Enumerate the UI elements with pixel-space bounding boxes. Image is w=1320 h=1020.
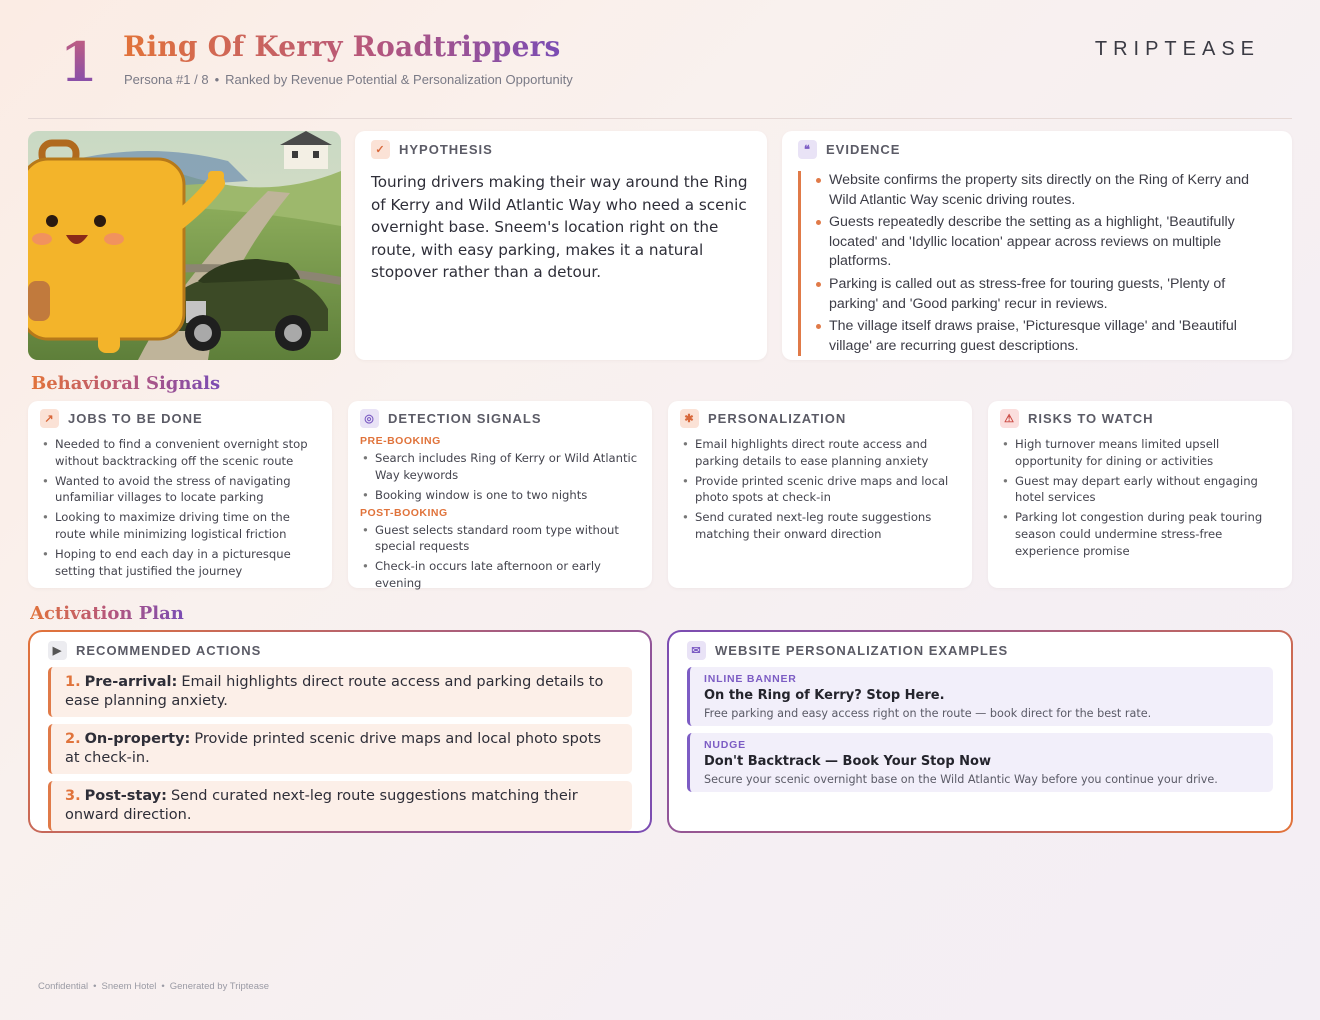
action-item (48, 667, 632, 717)
website-personalization-card (667, 630, 1293, 833)
recommended-actions-card (28, 630, 652, 833)
action-number: 2. (65, 731, 81, 747)
jobs-to-be-done-card (28, 401, 332, 588)
risk-item: • High turnover means limited upsell opportunity for dining or activities (1000, 436, 1280, 469)
behavioral-signals-title: Behavioral Signals (31, 373, 221, 394)
example-tag: INLINE BANNER (704, 673, 797, 685)
actions-header (48, 641, 632, 660)
persona-illustration (28, 131, 341, 360)
example-body: Free parking and easy access right on the route — book direct for the best rate. (704, 707, 1152, 720)
evidence-item: Parking is called out as stress-free for touring guests, 'Plenty of parking' and 'Good parking' recur in reviews. (815, 275, 1276, 314)
website-example (687, 667, 1273, 726)
jobs-item: • Wanted to avoid the stress of navigating unfamiliar villages to locate parking (40, 473, 320, 506)
pre-booking-item: • Search includes Ring of Kerry or Wild Atlantic Way keywords (360, 450, 640, 483)
separator-dot: • (214, 72, 220, 87)
action-text: Send curated next-leg route suggestions matching their onward direction. (65, 788, 578, 823)
website-heading: WEBSITE PERSONALIZATION EXAMPLES (715, 643, 1009, 658)
personalization-header (680, 409, 960, 428)
evidence-card (782, 131, 1292, 360)
action-number: 1. (65, 674, 81, 690)
evidence-item: Website confirms the property sits directly on the Ring of Kerry and Wild Atlantic Way scenic driving routes. (815, 171, 1276, 210)
warning-icon: ⚠ (1000, 409, 1019, 428)
risk-item: • Guest may depart early without engaging hotel services (1000, 473, 1280, 506)
detection-heading: DETECTION SIGNALS (388, 411, 542, 426)
risks-heading: RISKS TO WATCH (1028, 411, 1154, 426)
action-number: 3. (65, 788, 81, 804)
footer-hotel: Sneem Hotel (101, 981, 157, 992)
jobs-header (40, 409, 320, 428)
quote-icon: ❝ (798, 140, 817, 159)
jobs-item: • Hoping to end each day in a picturesque setting that justified the journey (40, 546, 320, 579)
website-example (687, 733, 1273, 792)
footer-generated: Generated by Triptease (169, 981, 270, 992)
action-label: Pre-arrival: (84, 674, 178, 690)
personalization-card (668, 401, 972, 588)
example-body: Secure your scenic overnight base on the Wild Atlantic Way before you continue your drive. (704, 773, 1218, 786)
separator-dot: • (161, 981, 165, 992)
header-divider (28, 118, 1292, 119)
post-booking-item: • Check-in occurs late afternoon or early evening (360, 558, 640, 591)
actions-heading: RECOMMENDED ACTIONS (76, 643, 262, 658)
detection-signals-card (348, 401, 652, 591)
pre-booking-item: • Booking window is one to two nights (360, 487, 640, 504)
play-icon: ▶ (48, 641, 67, 660)
persona-index: Persona #1 / 8 (124, 72, 209, 87)
page-title: Ring Of Kerry Roadtrippers (123, 30, 561, 63)
persona-number: 1 (60, 30, 98, 94)
hypothesis-heading: HYPOTHESIS (399, 142, 493, 157)
post-booking-item: • Guest selects standard room type without special requests (360, 522, 640, 555)
jobs-item: • Needed to find a convenient overnight stop without backtracking off the scenic route (40, 436, 320, 469)
evidence-item: The village itself draws praise, 'Picturesque village' and 'Beautiful village' are recurring guest descriptions. (815, 317, 1276, 356)
hypothesis-text: Touring drivers making their way around the Ring of Kerry and Wild Atlantic Way who need a scenic overnight base. Sneem's location right on the route, with easy parking, makes it a natural stopover rather than a detour. (371, 173, 748, 282)
risk-item: • Parking lot congestion during peak touring season could undermine stress-free experience promise (1000, 509, 1280, 559)
evidence-heading: EVIDENCE (826, 142, 901, 157)
personalization-item: • Email highlights direct route access and parking details to ease planning anxiety (680, 436, 960, 469)
jobs-heading: JOBS TO BE DONE (68, 411, 203, 426)
personalization-item: • Send curated next-leg route suggestions matching their onward direction (680, 509, 960, 542)
risks-card (988, 401, 1292, 588)
pre-booking-label: PRE-BOOKING (360, 435, 441, 447)
action-item (48, 781, 632, 831)
suitcase-car-illustration (28, 131, 341, 360)
footer-confidential: Confidential (38, 981, 89, 992)
action-item (48, 724, 632, 774)
example-headline: Don't Backtrack — Book Your Stop Now (704, 754, 991, 769)
risks-header (1000, 409, 1280, 428)
evidence-item: Guests repeatedly describe the setting as a highlight, 'Beautifully located' and 'Idyllic location' appear across reviews on multiple platforms. (815, 213, 1276, 272)
detection-header (360, 409, 640, 428)
mail-icon: ✉ (687, 641, 706, 660)
post-booking-label: POST-BOOKING (360, 506, 448, 519)
activation-plan-title: Activation Plan (30, 603, 184, 624)
personalization-heading: PERSONALIZATION (708, 411, 847, 426)
example-headline: On the Ring of Kerry? Stop Here. (704, 688, 945, 703)
sparkle-icon: ✱ (680, 409, 699, 428)
personalization-item: • Provide printed scenic drive maps and local photo spots at check-in (680, 473, 960, 506)
action-text: Email highlights direct route access and parking details to ease planning anxiety. (65, 674, 604, 709)
ranking-text: Ranked by Revenue Potential & Personalization Opportunity (225, 72, 573, 87)
action-label: Post-stay: (84, 788, 167, 804)
hypothesis-card (355, 131, 767, 360)
target-icon: ◎ (360, 409, 379, 428)
website-header (687, 641, 1273, 660)
hypothesis-header (371, 140, 751, 159)
evidence-header (798, 140, 1276, 159)
jobs-item: • Looking to maximize driving time on the route while minimizing logistical friction (40, 509, 320, 542)
separator-dot: • (93, 981, 97, 992)
action-text: Provide printed scenic drive maps and local photo spots at check-in. (65, 731, 601, 766)
brand-logo: TRIPTEASE (1094, 38, 1260, 60)
arrow-up-right-icon: ↗ (40, 409, 59, 428)
action-label: On-property: (84, 731, 191, 747)
example-tag: NUDGE (704, 739, 746, 751)
evidence-list (798, 171, 1276, 356)
check-icon: ✓ (371, 140, 390, 159)
page-footer (38, 981, 269, 992)
page-subtitle (124, 72, 573, 87)
